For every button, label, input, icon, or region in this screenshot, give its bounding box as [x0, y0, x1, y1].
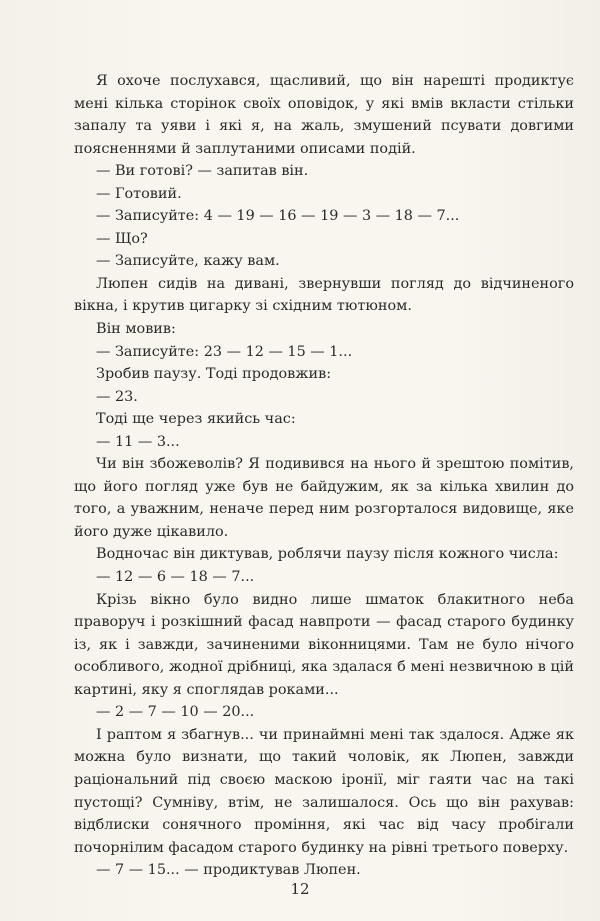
paragraph: Крізь вікно було видно лише шматок блакитного неба праворуч і розкішний фасад навпроти — фасад старого будинку із, як і завжди, зачиненими віконницями. Там не було нічого особливого, жодної дрібниці, яка здалася б мені незвичною в цій картині, яку я споглядав роками...: [74, 591, 574, 698]
paragraph: Я охоче послухався, щасливий, що він нарешті продиктує мені кілька сторінок своїх оповідок, у які вмів вкласти стільки запалу та уяви і які я, на жаль, змушений псувати довгими поясненнями й заплутаними описами подій.: [74, 73, 574, 157]
paragraph: — 2 — 7 — 10 — 20...: [96, 704, 255, 721]
paragraph: — Записуйте: 4 — 19 — 16 — 19 — 3 — 18 — 7...: [96, 208, 460, 225]
paragraph: Він мовив:: [96, 321, 176, 338]
paragraph: — Готовий.: [96, 185, 182, 202]
paragraph: — Записуйте: 23 — 12 — 15 — 1...: [96, 343, 353, 360]
paragraph: Водночас він диктував, роблячи паузу після кожного числа:: [96, 546, 559, 563]
paragraph: — 11 — 3...: [96, 433, 180, 450]
paragraph: Чи він збожеволів? Я подивився на нього й зрештою помітив, що його погляд уже був не байдужим, як за кілька хвилин до того, а уважним, неначе перед ним розгорталося видовище, яке його дуже цікавило.: [74, 456, 574, 540]
paragraph: Тоді ще через якийсь час:: [96, 411, 296, 428]
paragraph: — Ви готові? — запитав він.: [96, 163, 309, 180]
paragraph: — 12 — 6 — 18 — 7...: [96, 569, 255, 586]
paragraph: — Записуйте, кажу вам.: [96, 253, 280, 270]
paragraph: І раптом я збагнув... чи принаймні мені так здалося. Адже як можна було визнати, що такий чоловік, як Люпен, завжди раціональний під своєю маскою іронії, міг гаяти час на такі пустощі? Сумніву, втім, не залишалося. Ось що він рахував: відблиски сонячного проміння, які час від часу пробігали почорнілим фасадом старого будинку на рівні третього поверху.: [74, 726, 574, 856]
page-body-text: [74, 70, 574, 882]
paragraph: Люпен сидів на дивані, звернувши погляд до відчиненого вікна, і крутив цигарку зі східним тютюном.: [74, 275, 574, 315]
paragraph: Зробив паузу. Тоді продовжив:: [96, 366, 332, 383]
paragraph: — 7 — 15... — продиктував Люпен.: [96, 862, 361, 879]
paragraph: — Що?: [96, 230, 148, 247]
page-number: 12: [290, 880, 310, 898]
paragraph: — 23.: [96, 388, 138, 405]
